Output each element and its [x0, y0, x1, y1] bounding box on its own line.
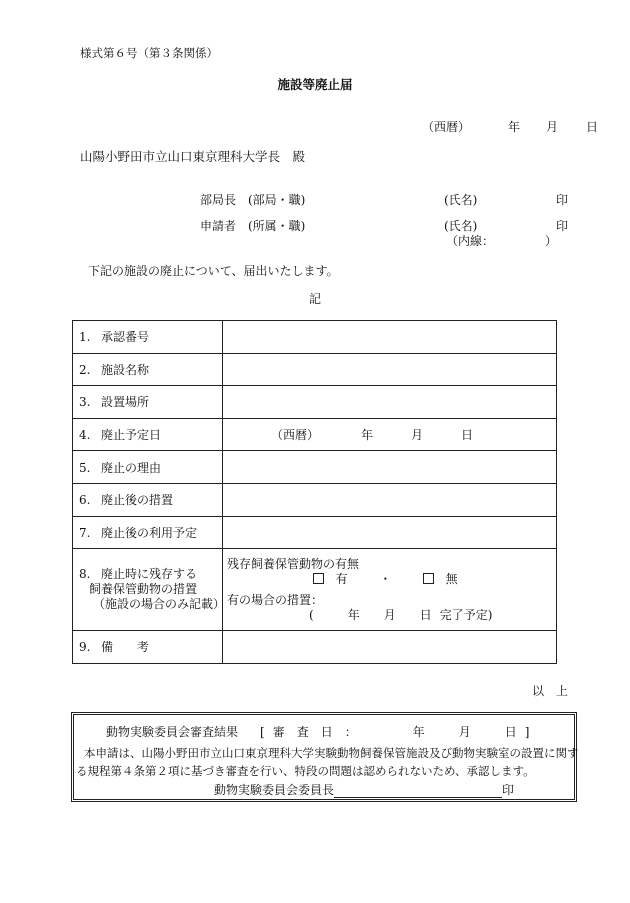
row-label — [73, 353, 223, 386]
remarks-field[interactable] — [223, 631, 557, 664]
remaining-animals-field[interactable] — [223, 549, 557, 631]
row-number: 4. — [79, 428, 91, 443]
row-label-text: 廃止の理由 — [101, 460, 162, 475]
measure-complete: 完了予定) — [439, 607, 493, 622]
table-row — [73, 631, 557, 664]
row-label — [73, 631, 223, 664]
ki-heading: 記 — [308, 292, 321, 306]
reason-field[interactable] — [223, 451, 557, 484]
row-label-text: 備 考 — [101, 640, 150, 655]
row-number: 3. — [79, 395, 91, 410]
review-body-line-2: る規程第４条第２項に基づき審査を行い、特段の問題は認められないため、承認します。 — [76, 764, 535, 778]
date-month: 月 — [411, 428, 424, 443]
future-use-field[interactable] — [223, 516, 557, 549]
row-number: 6. — [79, 493, 91, 508]
post-measure-field[interactable] — [223, 483, 557, 516]
dept-head-seal: 印 — [556, 193, 569, 207]
row-number: 1. — [79, 330, 91, 345]
committee-chair-signature — [214, 781, 514, 798]
row-label-text: 廃止後の利用予定 — [101, 525, 198, 540]
row-label-text: 廃止時に残存する — [101, 567, 198, 582]
review-box — [71, 712, 577, 802]
table-row — [73, 483, 557, 516]
closing-ijo: 以 上 — [532, 684, 569, 698]
row-label-text-3: （施設の場合のみ記載） — [93, 597, 226, 612]
date-era: （西暦） — [271, 428, 320, 443]
chair-seal: 印 — [502, 783, 515, 797]
no-checkbox[interactable] — [423, 573, 434, 584]
abolition-date-field[interactable] — [223, 418, 557, 451]
row-label-text: 廃止予定日 — [101, 428, 162, 443]
date-year: 年 — [508, 120, 521, 134]
date-year: 年 — [361, 428, 374, 443]
chair-label: 動物実験委員会委員長 — [214, 783, 335, 797]
table-row — [73, 353, 557, 386]
bracket-close: ] — [524, 725, 530, 739]
approval-number-field[interactable] — [223, 321, 557, 354]
row-label — [73, 321, 223, 354]
row-label-text: 設置場所 — [101, 395, 150, 410]
signature-line[interactable] — [334, 785, 502, 798]
measure-open: ( — [309, 607, 314, 622]
table-row — [73, 321, 557, 354]
row-label-text: 承認番号 — [101, 330, 150, 345]
table-row — [73, 418, 557, 451]
date-day: 日 — [461, 428, 474, 443]
measure-month: 月 — [383, 607, 396, 622]
table-row — [73, 451, 557, 484]
review-day: 日 — [504, 725, 517, 739]
row-label-text: 施設名称 — [101, 362, 150, 377]
review-year: 年 — [412, 725, 425, 739]
row-label — [73, 549, 226, 631]
row-label — [73, 418, 223, 451]
yes-checkbox[interactable] — [313, 573, 324, 584]
location-field[interactable] — [223, 386, 557, 419]
extension-label: （内線： — [446, 234, 495, 248]
review-body-line-1: 本申請は、山陽小野田市立山口東京理科大学実験動物飼養保管施設及び動物実験室の設置に関す — [84, 746, 579, 760]
dept-head-name-label: (氏名) — [444, 193, 478, 207]
row-number: 7. — [79, 525, 91, 540]
row-label — [73, 483, 223, 516]
notice-text: 下記の施設の廃止について、届出いたします。 — [88, 264, 339, 278]
row-label — [73, 386, 223, 419]
form-number: 様式第６号（第３条関係） — [80, 46, 218, 60]
table-row — [73, 516, 557, 549]
date-month: 月 — [546, 120, 559, 134]
row-label-text-2: 飼養保管動物の措置 — [89, 582, 198, 597]
date-era: （西暦） — [422, 120, 471, 134]
row-label — [73, 516, 223, 549]
measure-label: 有の場合の措置： — [227, 592, 324, 607]
applicant-seal: 印 — [556, 219, 569, 233]
animals-heading: 残存飼養保管動物の有無 — [227, 556, 360, 571]
form-table — [72, 320, 557, 664]
review-header — [106, 723, 529, 740]
applicant-label: 申請者 (所属・職) — [200, 219, 306, 233]
bracket-open: [ — [260, 725, 265, 739]
table-row — [73, 386, 557, 419]
dept-head-label: 部局長 (部局・職) — [200, 193, 306, 207]
addressee: 山陽小野田市立山口東京理科大学長 殿 — [80, 149, 306, 164]
review-date-label: 審 査 日 ： — [272, 725, 357, 739]
submission-date — [422, 120, 598, 134]
measure-day: 日 — [419, 607, 432, 622]
review-result-label: 動物実験委員会審査結果 — [106, 725, 239, 739]
row-label-text: 廃止後の措置 — [101, 493, 174, 508]
row-number: 5. — [79, 460, 91, 475]
date-day: 日 — [586, 120, 599, 134]
review-month: 月 — [458, 725, 471, 739]
row-label — [73, 451, 223, 484]
row-number: 9. — [79, 640, 91, 655]
extension-close: ） — [545, 234, 558, 248]
row-number: 2. — [79, 362, 91, 377]
row-number: 8. — [79, 567, 91, 582]
table-row — [73, 549, 557, 631]
separator-dot: ・ — [379, 571, 392, 586]
yes-label: 有 — [335, 571, 348, 586]
applicant-name-label: (氏名) — [444, 219, 478, 233]
no-label: 無 — [445, 571, 458, 586]
measure-year: 年 — [347, 607, 360, 622]
document-title: 施設等廃止届 — [277, 77, 353, 92]
facility-name-field[interactable] — [223, 353, 557, 386]
